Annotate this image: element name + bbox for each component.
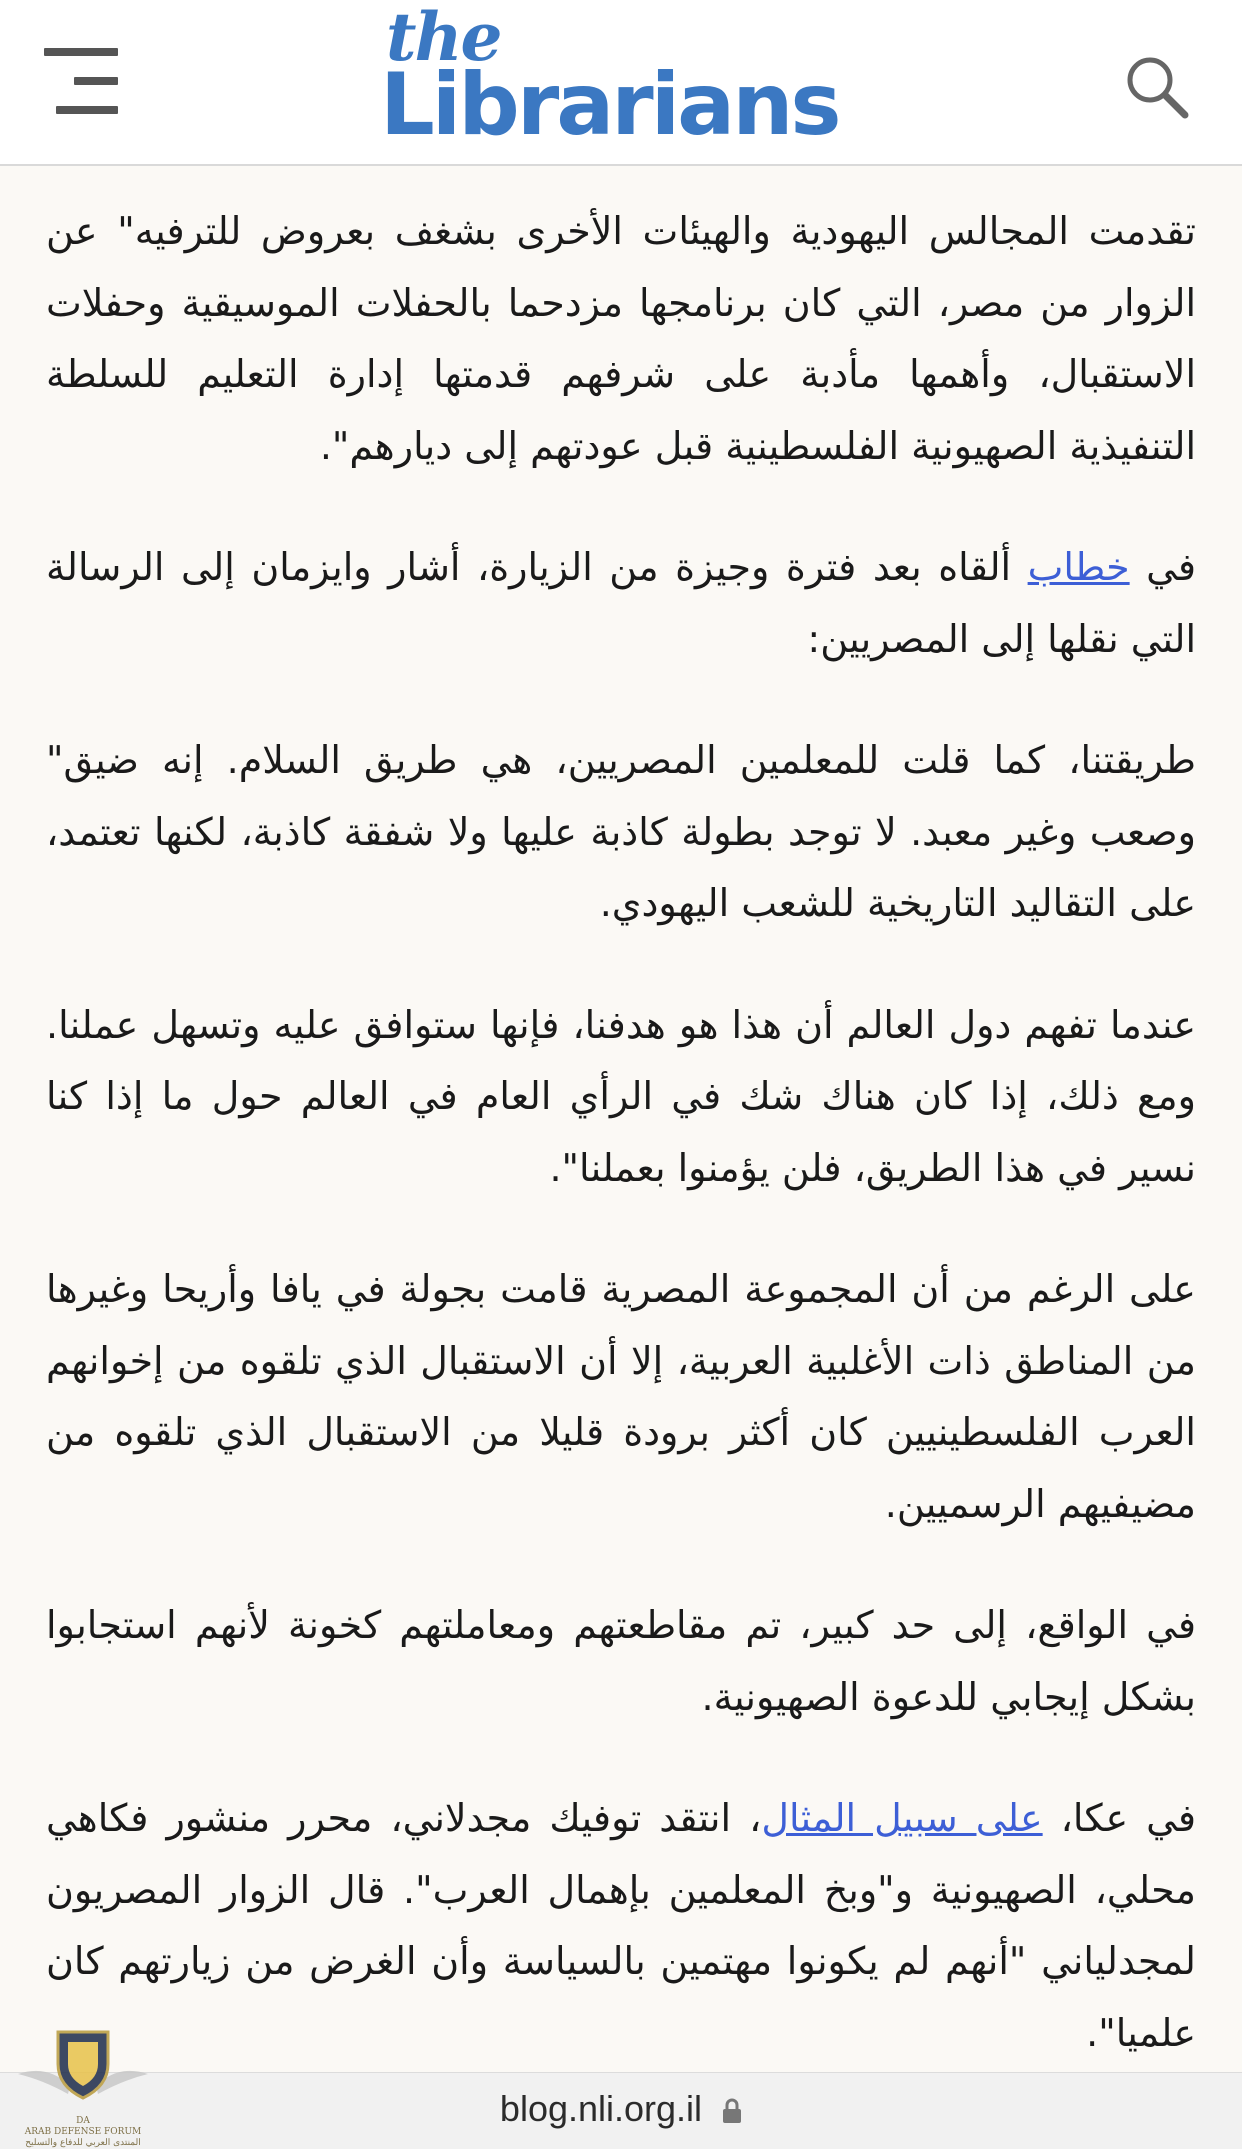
paragraph-2-text: ألقاه بعد فترة وجيزة من الزيارة، أشار وايزمان إلى الرسالة التي نقلها إلى المصريين: [46, 545, 1196, 661]
browser-address-bar[interactable] [0, 2072, 1242, 2149]
search-icon [1124, 54, 1190, 120]
speech-link[interactable]: خطاب [1027, 545, 1130, 589]
menu-line [56, 106, 118, 114]
paragraph-7-lead: في عكا، [1042, 1796, 1197, 1840]
shield-wings-icon [8, 2024, 158, 2116]
watermark-logo [8, 2024, 158, 2148]
paragraph-2 [46, 532, 1196, 675]
paragraph-6-text: في الواقع، إلى حد كبير، تم مقاطعتهم ومعاملتهم كخونة لأنهم استجابوا بشكل إيجابي للدعوة الصهيونية. [46, 1603, 1196, 1719]
search-button[interactable] [1124, 54, 1190, 120]
paragraph-5 [46, 1254, 1196, 1540]
paragraph-3-text: طريقتنا، كما قلت للمعلمين المصريين، هي طريق السلام. إنه ضيق" وصعب وغير معبد. لا توجد بطولة كاذبة عليها ولا شفقة كاذبة، لكنها تعتمد، على التقاليد التاريخية للشعب اليهودي. [46, 738, 1196, 925]
logo-librarians: Librarians [380, 55, 839, 155]
paragraph-2-lead: في [1129, 545, 1196, 589]
paragraph-1 [46, 196, 1196, 482]
menu-line [44, 48, 118, 56]
watermark-text [8, 2116, 158, 2149]
site-header [0, 0, 1242, 166]
paragraph-3 [46, 725, 1196, 940]
paragraph-6 [46, 1590, 1196, 1733]
paragraph-7-text: ، انتقد توفيك مجدلاني، محرر منشور فكاهي محلي، الصهيونية و"وبخ المعلمين بإهمال العرب". قال الزوار المصريون لمجدلياني "أنهم لم يكونوا مهتمين بالسياسة وأن الغرض من زيارتهم كان علميا". [46, 1796, 1196, 2055]
watermark-line-1: ARAB DEFENSE FORUM [24, 2127, 142, 2137]
watermark-emblem: DA [76, 2116, 90, 2126]
watermark-line-2: المنتدى العربي للدفاع والتسليح [25, 2138, 141, 2148]
article-body [46, 196, 1196, 2119]
logo-the: the [386, 0, 501, 76]
paragraph-4 [46, 990, 1196, 1205]
url-container [0, 2087, 1242, 2131]
paragraph-7 [46, 1783, 1196, 2069]
site-logo[interactable] [380, 0, 860, 160]
paragraph-5-text: على الرغم من أن المجموعة المصرية قامت بجولة في يافا وأريحا وغيرها من المناطق ذات الأغلبية العربية، إلا أن الاستقبال الذي تلقوه من إخوانهم العرب الفلسطينيين كان أكثر برودة قليلا من الاستقبال الذي تلقوه من مضيفيهم الرسميين. [46, 1267, 1196, 1526]
menu-line [74, 77, 118, 85]
url-text: blog.nli.org.il [499, 2088, 703, 2129]
for-example-link[interactable]: على سبيل المثال [761, 1796, 1043, 1840]
hamburger-menu-button[interactable] [44, 48, 120, 114]
paragraph-1-text: تقدمت المجالس اليهودية والهيئات الأخرى بشغف بعروض للترفيه" عن الزوار من مصر، التي كان برنامجها مزدحما بالحفلات الموسيقية وحفلات الاستقبال، وأهمها مأدبة على شرفهم قدمتها إدارة التعليم للسلطة التنفيذية الصهيونية الفلسطينية قبل عودتهم إلى ديارهم". [46, 209, 1196, 468]
lock-icon [722, 2098, 742, 2124]
paragraph-4-text: عندما تفهم دول العالم أن هذا هو هدفنا، فإنها ستوافق عليه وتسهل عملنا. ومع ذلك، إذا كان هناك شك في الرأي العام في العالم حول ما إذا كنا نسير في هذا الطريق، فلن يؤمنوا بعملنا". [46, 1002, 1196, 1190]
